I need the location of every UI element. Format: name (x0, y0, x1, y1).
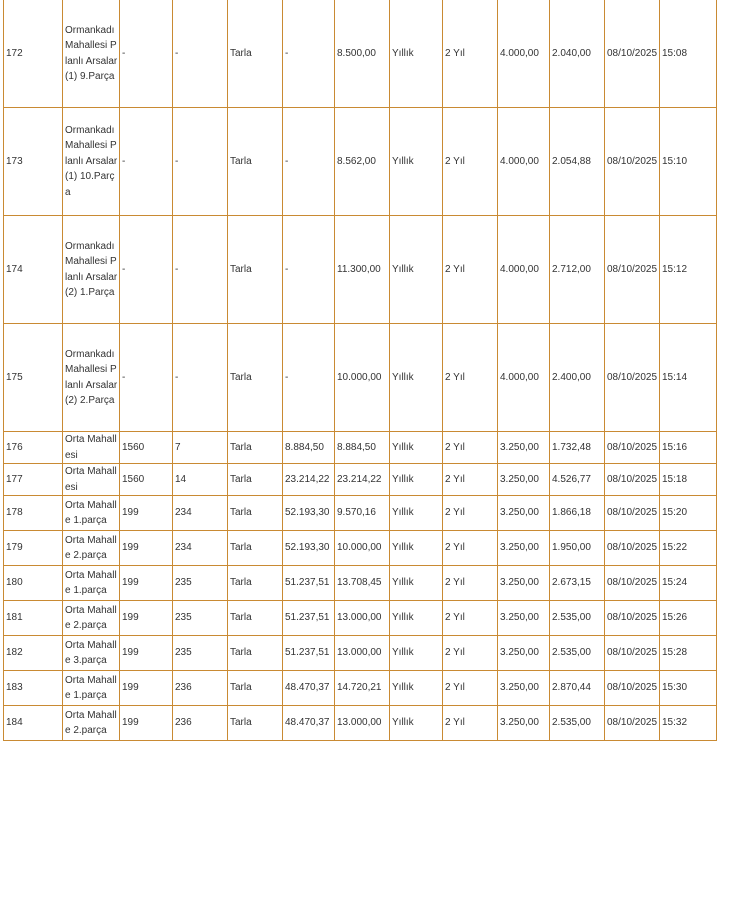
tender-time-cell: 15:12 (660, 216, 717, 324)
tender-date-cell: 08/10/2025 (605, 432, 660, 464)
tender-date-cell: 08/10/2025 (605, 496, 660, 531)
sequence-number: 174 (4, 216, 63, 324)
parcel-area-cell: - (283, 108, 335, 216)
parcel-cell: 234 (173, 496, 228, 531)
property-type-cell: Tarla (228, 0, 283, 108)
tender-time-cell: 15:32 (660, 706, 717, 741)
rental-period-cell: Yıllık (390, 706, 443, 741)
location-cell: Ormankadı Mahallesi Planlı Arsalar(2) 1.Parça (63, 216, 120, 324)
property-type-cell: Tarla (228, 531, 283, 566)
parcel-area-cell: 23.214,22 (283, 464, 335, 496)
table-row (4, 671, 717, 706)
duration-cell: 2 Yıl (443, 601, 498, 636)
tender-time-cell: 15:14 (660, 324, 717, 432)
parcel-cell: 234 (173, 531, 228, 566)
duration-cell: 2 Yıl (443, 636, 498, 671)
unit-price-cell: 3.250,00 (498, 432, 550, 464)
duration-cell: 2 Yıl (443, 324, 498, 432)
parcel-cell: - (173, 0, 228, 108)
tender-date-cell: 08/10/2025 (605, 671, 660, 706)
parcel-cell: 236 (173, 671, 228, 706)
parcel-cell: 14 (173, 464, 228, 496)
sequence-number: 172 (4, 0, 63, 108)
rental-area-cell: 13.000,00 (335, 706, 390, 741)
sequence-number: 173 (4, 108, 63, 216)
duration-cell: 2 Yıl (443, 432, 498, 464)
duration-cell: 2 Yıl (443, 706, 498, 741)
table-row (4, 0, 717, 108)
starting-price-cell: 2.712,00 (550, 216, 605, 324)
parcel-cell: - (173, 216, 228, 324)
block-cell: 1560 (120, 432, 173, 464)
tender-date-cell: 08/10/2025 (605, 108, 660, 216)
parcel-cell: 235 (173, 566, 228, 601)
rental-area-cell: 11.300,00 (335, 216, 390, 324)
sequence-number: 175 (4, 324, 63, 432)
duration-cell: 2 Yıl (443, 464, 498, 496)
property-type-cell: Tarla (228, 496, 283, 531)
parcel-cell: - (173, 108, 228, 216)
location-cell: Orta Mahalle 2.parça (63, 601, 120, 636)
parcel-area-cell: 48.470,37 (283, 671, 335, 706)
location-cell: Orta Mahalle 2.parça (63, 531, 120, 566)
property-type-cell: Tarla (228, 636, 283, 671)
rental-period-cell: Yıllık (390, 671, 443, 706)
table-row (4, 496, 717, 531)
property-type-cell: Tarla (228, 671, 283, 706)
tender-date-cell: 08/10/2025 (605, 636, 660, 671)
parcel-area-cell: - (283, 0, 335, 108)
rental-period-cell: Yıllık (390, 108, 443, 216)
block-cell: - (120, 324, 173, 432)
unit-price-cell: 3.250,00 (498, 566, 550, 601)
starting-price-cell: 2.040,00 (550, 0, 605, 108)
unit-price-cell: 3.250,00 (498, 601, 550, 636)
property-type-cell: Tarla (228, 324, 283, 432)
sequence-number: 178 (4, 496, 63, 531)
block-cell: - (120, 216, 173, 324)
rental-area-cell: 9.570,16 (335, 496, 390, 531)
table-row (4, 464, 717, 496)
block-cell: 1560 (120, 464, 173, 496)
table-row (4, 636, 717, 671)
property-type-cell: Tarla (228, 464, 283, 496)
parcel-cell: 235 (173, 601, 228, 636)
tender-date-cell: 08/10/2025 (605, 601, 660, 636)
tender-date-cell: 08/10/2025 (605, 531, 660, 566)
block-cell: 199 (120, 636, 173, 671)
block-cell: - (120, 108, 173, 216)
sequence-number: 180 (4, 566, 63, 601)
parcel-cell: 7 (173, 432, 228, 464)
tender-time-cell: 15:22 (660, 531, 717, 566)
tender-date-cell: 08/10/2025 (605, 566, 660, 601)
tender-date-cell: 08/10/2025 (605, 706, 660, 741)
tender-time-cell: 15:18 (660, 464, 717, 496)
location-cell: Orta Mahalle 1.parça (63, 671, 120, 706)
location-cell: Orta Mahalle 2.parça (63, 706, 120, 741)
location-cell: Orta Mahallesi (63, 432, 120, 464)
table-body (4, 0, 717, 741)
block-cell: - (120, 0, 173, 108)
sequence-number: 176 (4, 432, 63, 464)
sequence-number: 183 (4, 671, 63, 706)
sequence-number: 177 (4, 464, 63, 496)
property-type-cell: Tarla (228, 108, 283, 216)
parcel-cell: 236 (173, 706, 228, 741)
rental-area-cell: 8.500,00 (335, 0, 390, 108)
parcel-area-cell: - (283, 324, 335, 432)
property-type-cell: Tarla (228, 566, 283, 601)
parcel-area-cell: 8.884,50 (283, 432, 335, 464)
block-cell: 199 (120, 531, 173, 566)
starting-price-cell: 2.535,00 (550, 706, 605, 741)
property-type-cell: Tarla (228, 216, 283, 324)
rental-area-cell: 23.214,22 (335, 464, 390, 496)
table-row (4, 324, 717, 432)
sequence-number: 179 (4, 531, 63, 566)
rental-area-cell: 10.000,00 (335, 324, 390, 432)
rental-period-cell: Yıllık (390, 496, 443, 531)
block-cell: 199 (120, 671, 173, 706)
tender-time-cell: 15:28 (660, 636, 717, 671)
rental-period-cell: Yıllık (390, 216, 443, 324)
tender-date-cell: 08/10/2025 (605, 0, 660, 108)
tender-date-cell: 08/10/2025 (605, 216, 660, 324)
duration-cell: 2 Yıl (443, 108, 498, 216)
rental-area-cell: 13.000,00 (335, 601, 390, 636)
rental-period-cell: Yıllık (390, 601, 443, 636)
table-row (4, 216, 717, 324)
table-row (4, 706, 717, 741)
rental-area-cell: 13.708,45 (335, 566, 390, 601)
rental-period-cell: Yıllık (390, 464, 443, 496)
rental-period-cell: Yıllık (390, 531, 443, 566)
table-row (4, 601, 717, 636)
rental-period-cell: Yıllık (390, 0, 443, 108)
duration-cell: 2 Yıl (443, 531, 498, 566)
starting-price-cell: 2.673,15 (550, 566, 605, 601)
duration-cell: 2 Yıl (443, 496, 498, 531)
location-cell: Ormankadı Mahallesi Planlı Arsalar(2) 2.Parça (63, 324, 120, 432)
tender-time-cell: 15:08 (660, 0, 717, 108)
property-type-cell: Tarla (228, 432, 283, 464)
duration-cell: 2 Yıl (443, 566, 498, 601)
location-cell: Orta Mahallesi (63, 464, 120, 496)
rental-area-cell: 13.000,00 (335, 636, 390, 671)
unit-price-cell: 4.000,00 (498, 0, 550, 108)
rental-period-cell: Yıllık (390, 324, 443, 432)
rental-area-cell: 14.720,21 (335, 671, 390, 706)
unit-price-cell: 3.250,00 (498, 531, 550, 566)
location-cell: Orta Mahalle 1.parça (63, 566, 120, 601)
rental-auction-table-wrapper (3, 0, 716, 741)
parcel-area-cell: 51.237,51 (283, 636, 335, 671)
block-cell: 199 (120, 706, 173, 741)
rental-period-cell: Yıllık (390, 432, 443, 464)
rental-auction-table (3, 0, 717, 741)
starting-price-cell: 2.870,44 (550, 671, 605, 706)
tender-time-cell: 15:24 (660, 566, 717, 601)
location-cell: Orta Mahalle 1.parça (63, 496, 120, 531)
rental-area-cell: 8.562,00 (335, 108, 390, 216)
starting-price-cell: 2.535,00 (550, 636, 605, 671)
table-row (4, 531, 717, 566)
duration-cell: 2 Yıl (443, 671, 498, 706)
location-cell: Ormankadı Mahallesi Planlı Arsalar(1) 9.Parça (63, 0, 120, 108)
table-row (4, 432, 717, 464)
parcel-cell: - (173, 324, 228, 432)
tender-time-cell: 15:10 (660, 108, 717, 216)
property-type-cell: Tarla (228, 706, 283, 741)
tender-time-cell: 15:26 (660, 601, 717, 636)
block-cell: 199 (120, 496, 173, 531)
parcel-cell: 235 (173, 636, 228, 671)
page-bottom-edge (0, 894, 736, 900)
rental-period-cell: Yıllık (390, 636, 443, 671)
tender-date-cell: 08/10/2025 (605, 324, 660, 432)
tender-time-cell: 15:30 (660, 671, 717, 706)
location-cell: Orta Mahalle 3.parça (63, 636, 120, 671)
unit-price-cell: 4.000,00 (498, 216, 550, 324)
unit-price-cell: 4.000,00 (498, 324, 550, 432)
duration-cell: 2 Yıl (443, 0, 498, 108)
rental-period-cell: Yıllık (390, 566, 443, 601)
parcel-area-cell: 51.237,51 (283, 566, 335, 601)
starting-price-cell: 2.535,00 (550, 601, 605, 636)
unit-price-cell: 3.250,00 (498, 671, 550, 706)
unit-price-cell: 3.250,00 (498, 636, 550, 671)
location-cell: Ormankadı Mahallesi Planlı Arsalar(1) 10.Parça (63, 108, 120, 216)
starting-price-cell: 2.054,88 (550, 108, 605, 216)
table-row (4, 566, 717, 601)
parcel-area-cell: 52.193,30 (283, 496, 335, 531)
starting-price-cell: 4.526,77 (550, 464, 605, 496)
sequence-number: 181 (4, 601, 63, 636)
sequence-number: 184 (4, 706, 63, 741)
parcel-area-cell: 52.193,30 (283, 531, 335, 566)
unit-price-cell: 3.250,00 (498, 706, 550, 741)
sequence-number: 182 (4, 636, 63, 671)
parcel-area-cell: - (283, 216, 335, 324)
rental-area-cell: 8.884,50 (335, 432, 390, 464)
starting-price-cell: 1.732,48 (550, 432, 605, 464)
table-row (4, 108, 717, 216)
unit-price-cell: 3.250,00 (498, 496, 550, 531)
duration-cell: 2 Yıl (443, 216, 498, 324)
starting-price-cell: 2.400,00 (550, 324, 605, 432)
parcel-area-cell: 48.470,37 (283, 706, 335, 741)
tender-time-cell: 15:20 (660, 496, 717, 531)
unit-price-cell: 3.250,00 (498, 464, 550, 496)
starting-price-cell: 1.866,18 (550, 496, 605, 531)
rental-area-cell: 10.000,00 (335, 531, 390, 566)
tender-time-cell: 15:16 (660, 432, 717, 464)
tender-date-cell: 08/10/2025 (605, 464, 660, 496)
block-cell: 199 (120, 566, 173, 601)
unit-price-cell: 4.000,00 (498, 108, 550, 216)
property-type-cell: Tarla (228, 601, 283, 636)
parcel-area-cell: 51.237,51 (283, 601, 335, 636)
starting-price-cell: 1.950,00 (550, 531, 605, 566)
block-cell: 199 (120, 601, 173, 636)
